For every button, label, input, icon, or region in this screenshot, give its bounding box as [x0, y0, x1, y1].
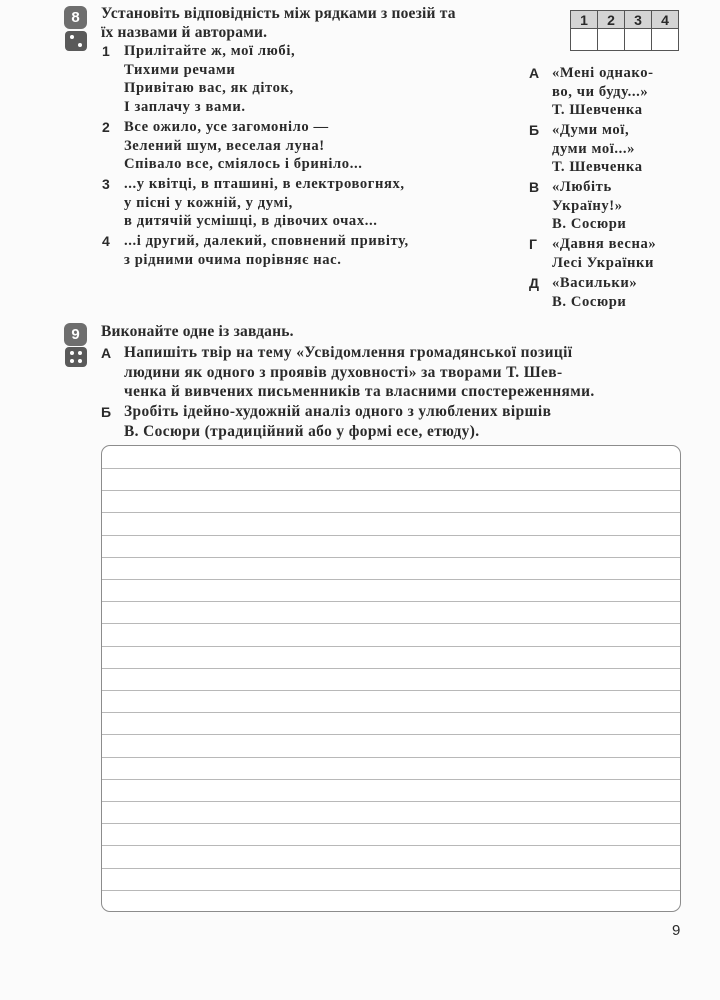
grid-header: 4: [652, 11, 679, 29]
ruled-line: [102, 646, 680, 647]
poem-line: з рідними очима порівняє нас.: [124, 251, 342, 268]
poem-line: у пісні у кожній, у думі,: [124, 194, 293, 211]
poem-line: ...у квітці, в пташині, в електровогнях,: [124, 176, 405, 192]
option-line: В. Сосюри: [552, 216, 627, 232]
ruled-line: [102, 868, 680, 869]
task-8-number: 8: [71, 9, 80, 26]
essay-option-a: [124, 343, 681, 402]
poem-line: в дитячій усмішці, в дівочих очах...: [124, 213, 378, 229]
option-letter: Б: [101, 404, 112, 420]
ruled-line: [102, 845, 680, 846]
page-number: 9: [672, 922, 681, 939]
option-letter: Б: [529, 122, 540, 138]
option-letter: А: [529, 65, 540, 81]
ruled-line: [102, 668, 680, 669]
grid-header: 1: [571, 11, 598, 29]
ruled-line: [102, 734, 680, 735]
option-letter: А: [101, 345, 112, 361]
ruled-line: [102, 779, 680, 780]
poem-line: Співало все, сміялось і бриніло...: [124, 156, 363, 172]
option-line: Україну!»: [552, 197, 623, 214]
dice-two-icon: [65, 31, 87, 51]
poem-excerpt: [124, 42, 295, 116]
option-line: Т. Шевченка: [552, 102, 643, 118]
grid-header: 3: [625, 11, 652, 29]
task-8-instruction: [101, 4, 541, 42]
ruled-line: [102, 890, 680, 891]
ruled-line: [102, 801, 680, 802]
ruled-line: [102, 601, 680, 602]
option-letter: В: [529, 179, 540, 195]
ruled-line: [102, 557, 680, 558]
poem-line: Зелений шум, веселая луна!: [124, 137, 325, 154]
answer-option: [552, 178, 626, 234]
task-9-number: 9: [71, 326, 80, 343]
option-line: ченка й вивчених письменників та власними спостереженнями.: [124, 383, 595, 400]
poem-excerpt: [124, 118, 362, 174]
ruled-line: [102, 757, 680, 758]
ruled-line: [102, 823, 680, 824]
grid-header: 2: [598, 11, 625, 29]
ruled-line: [102, 490, 680, 491]
poem-number: 3: [102, 176, 110, 192]
instruction-line: Установіть відповідність між рядками з поезій та: [101, 5, 456, 22]
option-line: Лесі Українки: [552, 254, 655, 271]
ruled-line: [102, 535, 680, 536]
option-line: В. Сосюри (традиційний або у формі есе, етюду).: [124, 422, 480, 440]
answer-option: [552, 64, 654, 120]
option-letter: Д: [529, 275, 539, 291]
ruled-line: [102, 579, 680, 580]
answer-option: [552, 274, 637, 311]
option-line: думи мої...»: [552, 140, 636, 157]
option-line: В. Сосюри: [552, 293, 627, 310]
poem-number: 2: [102, 119, 110, 135]
option-line: «Думи мої,: [552, 122, 630, 138]
answer-grid: [570, 10, 679, 51]
answer-cell[interactable]: [652, 29, 679, 51]
poem-line: І заплачу з вами.: [124, 98, 246, 115]
ruled-line: [102, 468, 680, 469]
ruled-line: [102, 690, 680, 691]
option-line: «Любіть: [552, 179, 612, 195]
answer-cell[interactable]: [571, 29, 598, 51]
task-9-number-badge: [64, 323, 87, 346]
poem-excerpt: [124, 232, 409, 269]
option-letter: Г: [529, 236, 537, 252]
poem-excerpt: [124, 175, 405, 231]
option-line: Зробіть ідейно-художній аналіз одного з улюблених віршів: [124, 403, 552, 420]
poem-line: Привітаю вас, як діток,: [124, 80, 294, 96]
dice-four-icon: [65, 347, 87, 367]
option-line: людини як одного з проявів духовності» за творами Т. Шев-: [124, 363, 563, 381]
answer-option: [552, 121, 643, 177]
poem-line: Все ожило, усе загомоніло —: [124, 119, 329, 135]
answer-cell[interactable]: [625, 29, 652, 51]
poem-number: 1: [102, 43, 110, 59]
poem-line: Тихими речами: [124, 61, 236, 78]
task-9-instruction: Виконайте одне із завдань.: [101, 323, 294, 340]
poem-number: 4: [102, 233, 110, 249]
poem-line: Прилітайте ж, мої любі,: [124, 43, 296, 59]
task-8-number-badge: [64, 6, 87, 29]
answer-cell[interactable]: [598, 29, 625, 51]
instruction-line: їх назвами й авторами.: [101, 24, 268, 41]
option-line: «Васильки»: [552, 275, 638, 291]
option-line: Т. Шевченка: [552, 159, 643, 175]
option-line: Напишіть твір на тему «Усвідомлення громадянської позиції: [124, 344, 573, 361]
ruled-line: [102, 623, 680, 624]
poem-line: ...і другий, далекий, сповнений привіту,: [124, 233, 409, 249]
answer-option: [552, 235, 656, 272]
writing-area[interactable]: [101, 445, 681, 912]
option-line: во, чи буду...»: [552, 83, 649, 100]
ruled-line: [102, 512, 680, 513]
option-line: «Давня весна»: [552, 236, 657, 252]
essay-option-b: [124, 402, 681, 441]
option-line: «Мені однако-: [552, 65, 654, 81]
ruled-line: [102, 712, 680, 713]
